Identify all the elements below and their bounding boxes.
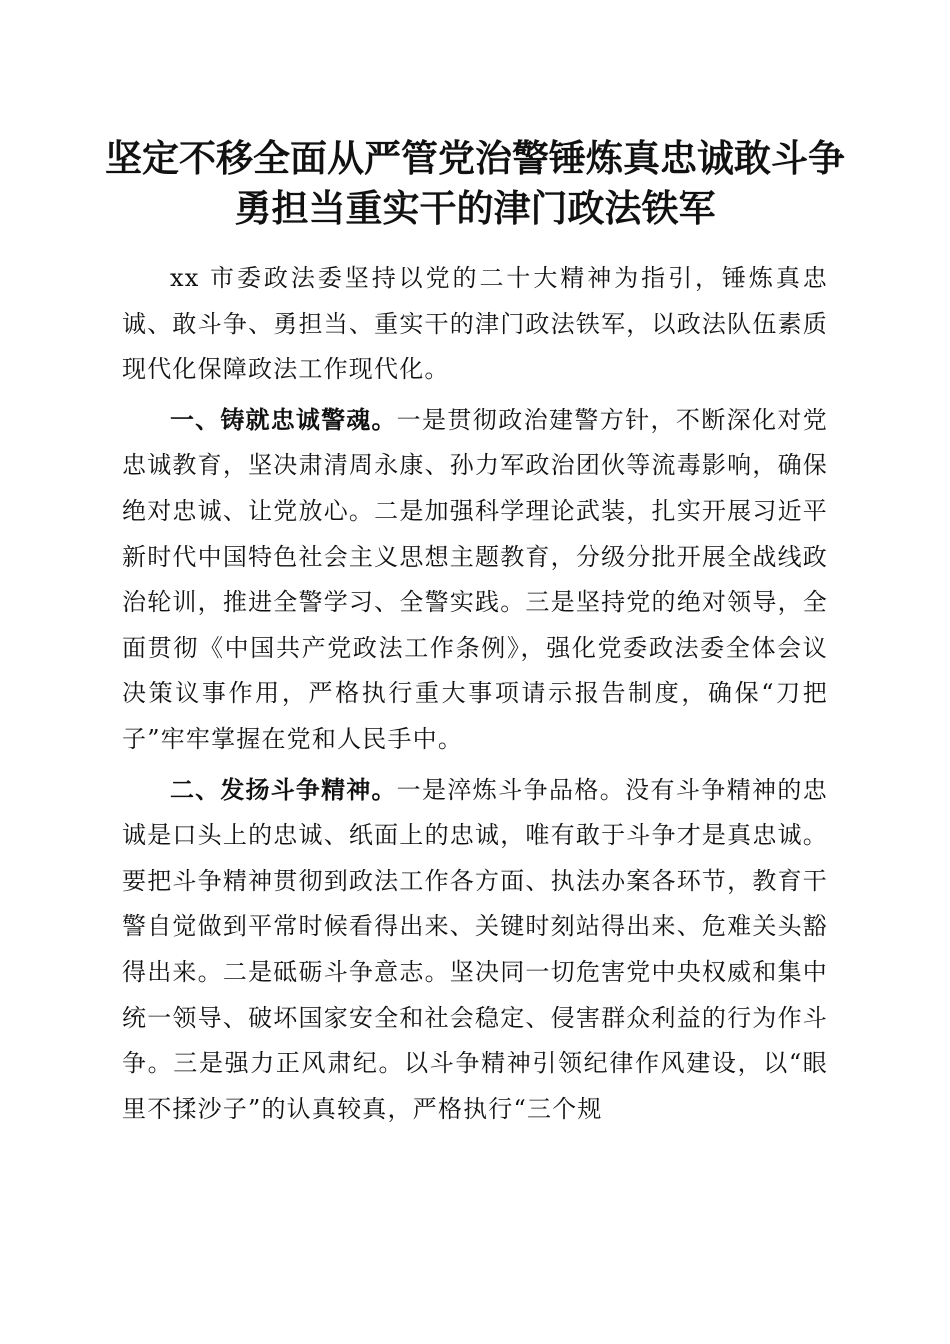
- document-body: [122, 256, 828, 1137]
- paragraph-section-2: [122, 768, 828, 1133]
- paragraph-text: 一是贯彻政治建警方针，不断深化对党忠诚教育，坚决肃清周永康、孙力军政治团伙等流毒影响，确保绝对忠诚、让党放心。二是加强科学理论武装，扎实开展习近平新时代中国特色社会主义思想主题教育，分级分批开展全战线政治轮训，推进全警学习、全警实践。三是坚持党的绝对领导，全面贯彻《中国共产党政法工作条例》，强化党委政法委全体会议决策议事作用，严格执行重大事项请示报告制度，确保“刀把子”牢牢掌握在党和人民手中。: [122, 405, 828, 753]
- section-heading: 一、铸就忠诚警魂。: [170, 405, 397, 434]
- title-line-2: 勇担当重实干的津门政法铁军: [234, 186, 716, 230]
- paragraph-text: 一是淬炼斗争品格。没有斗争精神的忠诚是口头上的忠诚、纸面上的忠诚，唯有敢于斗争才是真忠诚。要把斗争精神贯彻到政法工作各方面、执法办案各环节，教育干警自觉做到平常时候看得出来、关键时刻站得出来、危难关头豁得出来。二是砥砺斗争意志。坚决同一切危害党中央权威和集中统一领导、破坏国家安全和社会稳定、侵害群众利益的行为作斗争。三是强力正风肃纪。以斗争精神引领纪律作风建设，以“眼里不揉沙子”的认真较真，严格执行“三个规: [122, 775, 828, 1123]
- title-line-1: 坚定不移全面从严管党治警锤炼真忠诚敢斗争: [105, 136, 845, 180]
- paragraph-section-1: [122, 398, 828, 763]
- section-heading: 二、发扬斗争精神。: [170, 775, 397, 804]
- page-title: [100, 133, 850, 233]
- paragraph-text: xx 市委政法委坚持以党的二十大精神为指引，锤炼真忠诚、敢斗争、勇担当、重实干的津门政法铁军，以政法队伍素质现代化保障政法工作现代化。: [122, 264, 828, 384]
- paragraph-intro: [122, 256, 828, 393]
